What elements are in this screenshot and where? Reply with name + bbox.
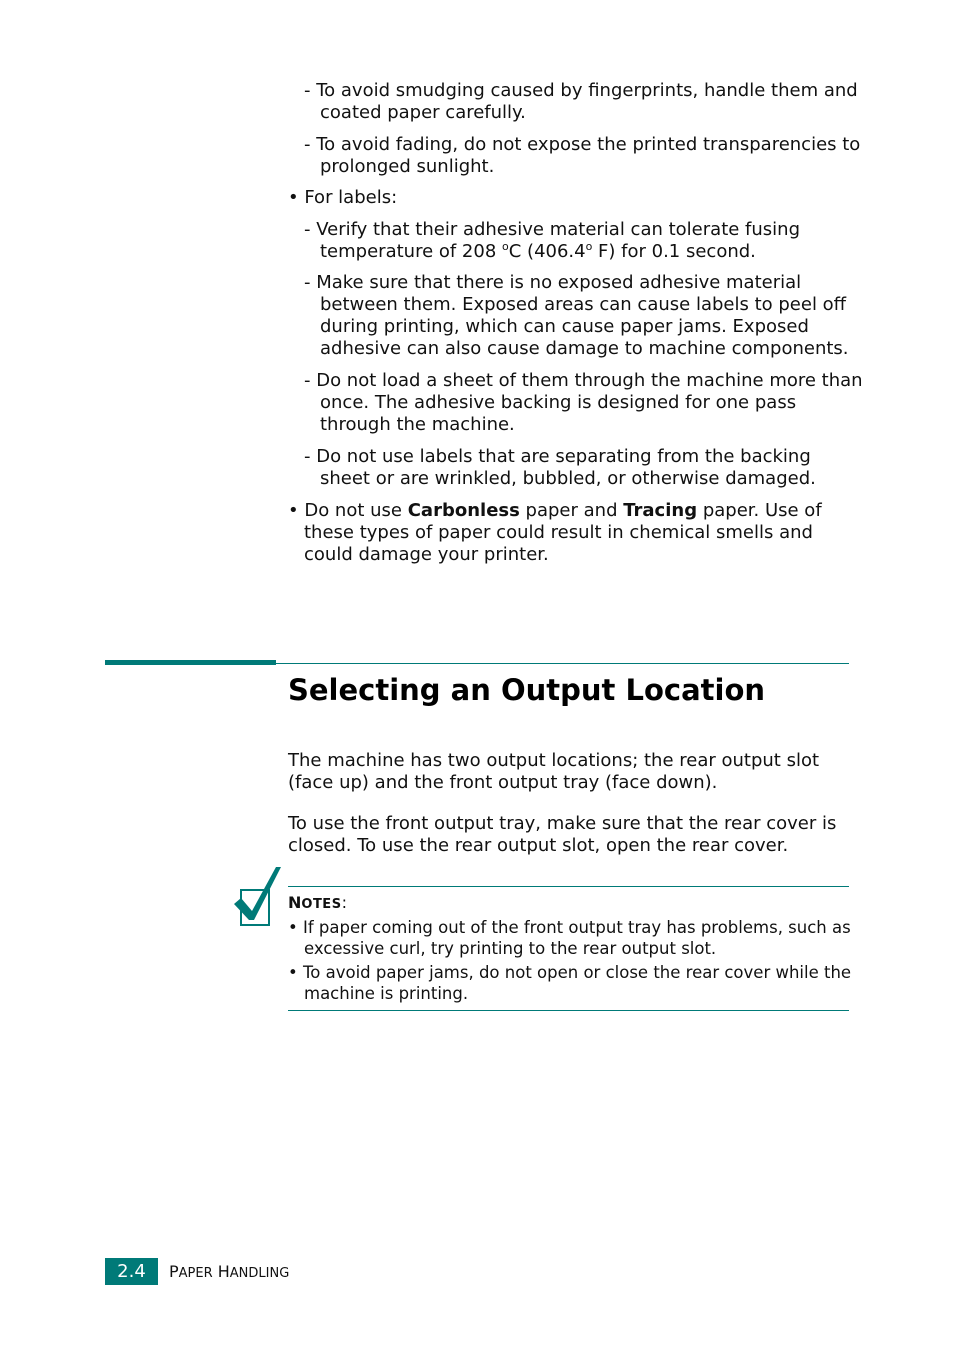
section-title: Selecting an Output Location: [288, 673, 766, 707]
coated-item-fingerprints: - To avoid smudging caused by fingerprints, handle them and coated paper carefully.: [304, 80, 858, 123]
paragraph-output-locations: The machine has two output locations; the rear output slot (face up) and the front output tray (face down).: [288, 750, 820, 793]
notes-bottom-rule: [288, 1010, 849, 1011]
label-item-one-pass: - Do not load a sheet of them through the machine more than once. The adhesive backing is designed for one pass through the machine.: [304, 370, 863, 435]
label-item-temperature: - Verify that their adhesive material can tolerate fusing temperature of 208 $^o$C (406.4$^o$ F) for 0.1 second.: [304, 219, 801, 262]
label-item-exposed-adhesive: - Make sure that there is no exposed adhesive material between them. Exposed areas can cause labels to peel off during printing, which can cause paper jams. Exposed adhesive can also cause damage to machine components.: [304, 272, 849, 359]
paragraph-front-tray: To use the front output tray, make sure that the rear cover is closed. To use the rear output slot, open the rear cover.: [288, 813, 837, 856]
section-accent-bar: [105, 660, 276, 665]
labels-heading: • For labels:: [288, 187, 398, 208]
note-item-rear-cover: • To avoid paper jams, do not open or close the rear cover while the machine is printing.: [288, 963, 852, 1003]
carbonless-bullet: • Do not use Carbonless paper and Tracing paper. Use of these types of paper could result in chemical smells and could damage your printer.: [288, 500, 822, 565]
chapter-title: PAPER HANDLING: [169, 1262, 290, 1281]
checkmark-icon: [232, 864, 284, 934]
note-item-curl: • If paper coming out of the front output tray has problems, such as excessive curl, try printing to the rear output slot.: [288, 918, 851, 958]
notes-top-rule: [288, 886, 849, 887]
coated-item-fading: - To avoid fading, do not expose the printed transparencies to prolonged sunlight.: [304, 134, 861, 177]
section-rule: [276, 663, 849, 664]
page-number: 2.4: [105, 1258, 158, 1285]
notes-title: NOTES:: [288, 893, 347, 912]
label-item-damaged: - Do not use labels that are separating from the backing sheet or are wrinkled, bubbled, or otherwise damaged.: [304, 446, 816, 489]
